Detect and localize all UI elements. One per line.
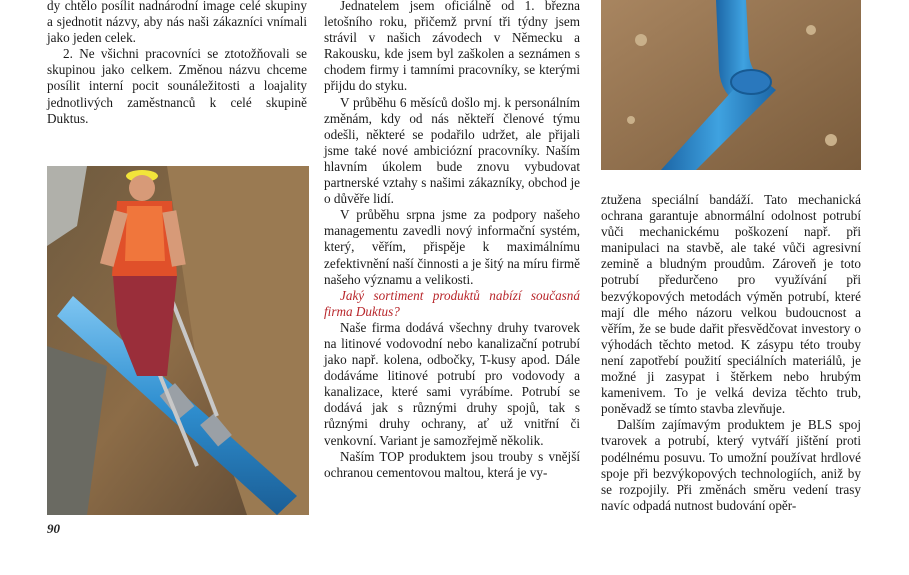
paragraph: V průběhu 6 měsíců došlo mj. k personálním změnám, kdy od nás někteří členové týmu odešli, některé se podařilo udržet, ale přijali jsme také nové ambiciózní pracovníky. Naším hlavním úkolem bude znovu vybudovat partnerské vztahy s našimi zákazníky, obchod je o důvěře lidí. xyxy=(324,94,580,207)
photo-worker-laying-pipe xyxy=(47,166,309,515)
paragraph: 2. Ne všichni pracovníci se ztotožňovali se skupinou jako celkem. Změnou názvu chceme posílit interní pocit sounáležitosti a loajality jednotlivých zaměstnanců k celé skupině Duktus. xyxy=(47,46,307,126)
paragraph: Dalším zajímavým produktem je BLS spoj tvarovek a potrubí, který vytváří jištění proti podélnému posuvu. To umožní používat hrdlové spoje při bezvýkopových technologiích, aniž by se rozpojily. Při změnách směru vedení trasy navíc odpadá nutnost budování opěr- xyxy=(601,417,861,513)
text-column-3 xyxy=(601,192,861,514)
text-column-1 xyxy=(47,0,307,127)
photo-blue-pipe-in-trench xyxy=(601,0,861,170)
paragraph: Jednatelem jsem oficiálně od 1. března letošního roku, přičemž první tři týdny jsem strávil v našich závodech v Německu a Rakousku, kde jsem byl zaškolen a seznámen s chodem firmy i tamními pracovníky, se kterými přijdu do styku. xyxy=(324,0,580,94)
section-heading: Jaký sortiment produktů nabízí současná firma Duktus? xyxy=(324,287,580,319)
paragraph: ztužena speciální bandáží. Tato mechanická ochrana garantuje abnormální odolnost potrubí vůči mechanickému poškození např. při manipulaci na stavbě, ale také vůči agresivní zemině a bludným proudům. Zároveň je toto potrubí předurčeno pro využívání při bezvýkopových metodách výměn potrubí, které mají dle mého názoru velkou budoucnost a věřím, že se bude dařit přesvědčovat investory o výhodách těchto metod. K zásypu této trouby není zapotřebí použití speciálních materiálů, je možné ji zasypat i štěrkem nebo hrubým kamenivem. To je velká deviza těchto trub, poněvadž se tímto stavba zlevňuje. xyxy=(601,192,861,417)
paragraph: dy chtělo posílit nadnárodní image celé skupiny a sjednotit názvy, aby nás naši zákazníci vnímali jako jeden celek. xyxy=(47,0,307,46)
paragraph: Naším TOP produktem jsou trouby s vnější ochranou cementovou maltou, která je vy- xyxy=(324,448,580,480)
paragraph: Naše firma dodává všechny druhy tvarovek na litinové vodovodní nebo kanalizační potrubí jako např. kolena, odbočky, T-kusy apod. Dále dodáváme litinové potrubí pro vodovody a kanalizace, které sami vyrábíme. Potrubí se dodává jak s různými druhy spojů, tak s různými druhy ochrany, ať už vnitřní či venkovní. Variant je samozřejmě několik. xyxy=(324,319,580,448)
paragraph: V průběhu srpna jsme za podpory našeho managementu zavedli nový informační systém, který, věřím, přispěje k maximálnímu zefektivnění naší činnosti a je šitý na míru firmě našeho významu a velikosti. xyxy=(324,207,580,287)
page-number: 90 xyxy=(47,521,60,536)
text-column-2 xyxy=(324,0,580,481)
